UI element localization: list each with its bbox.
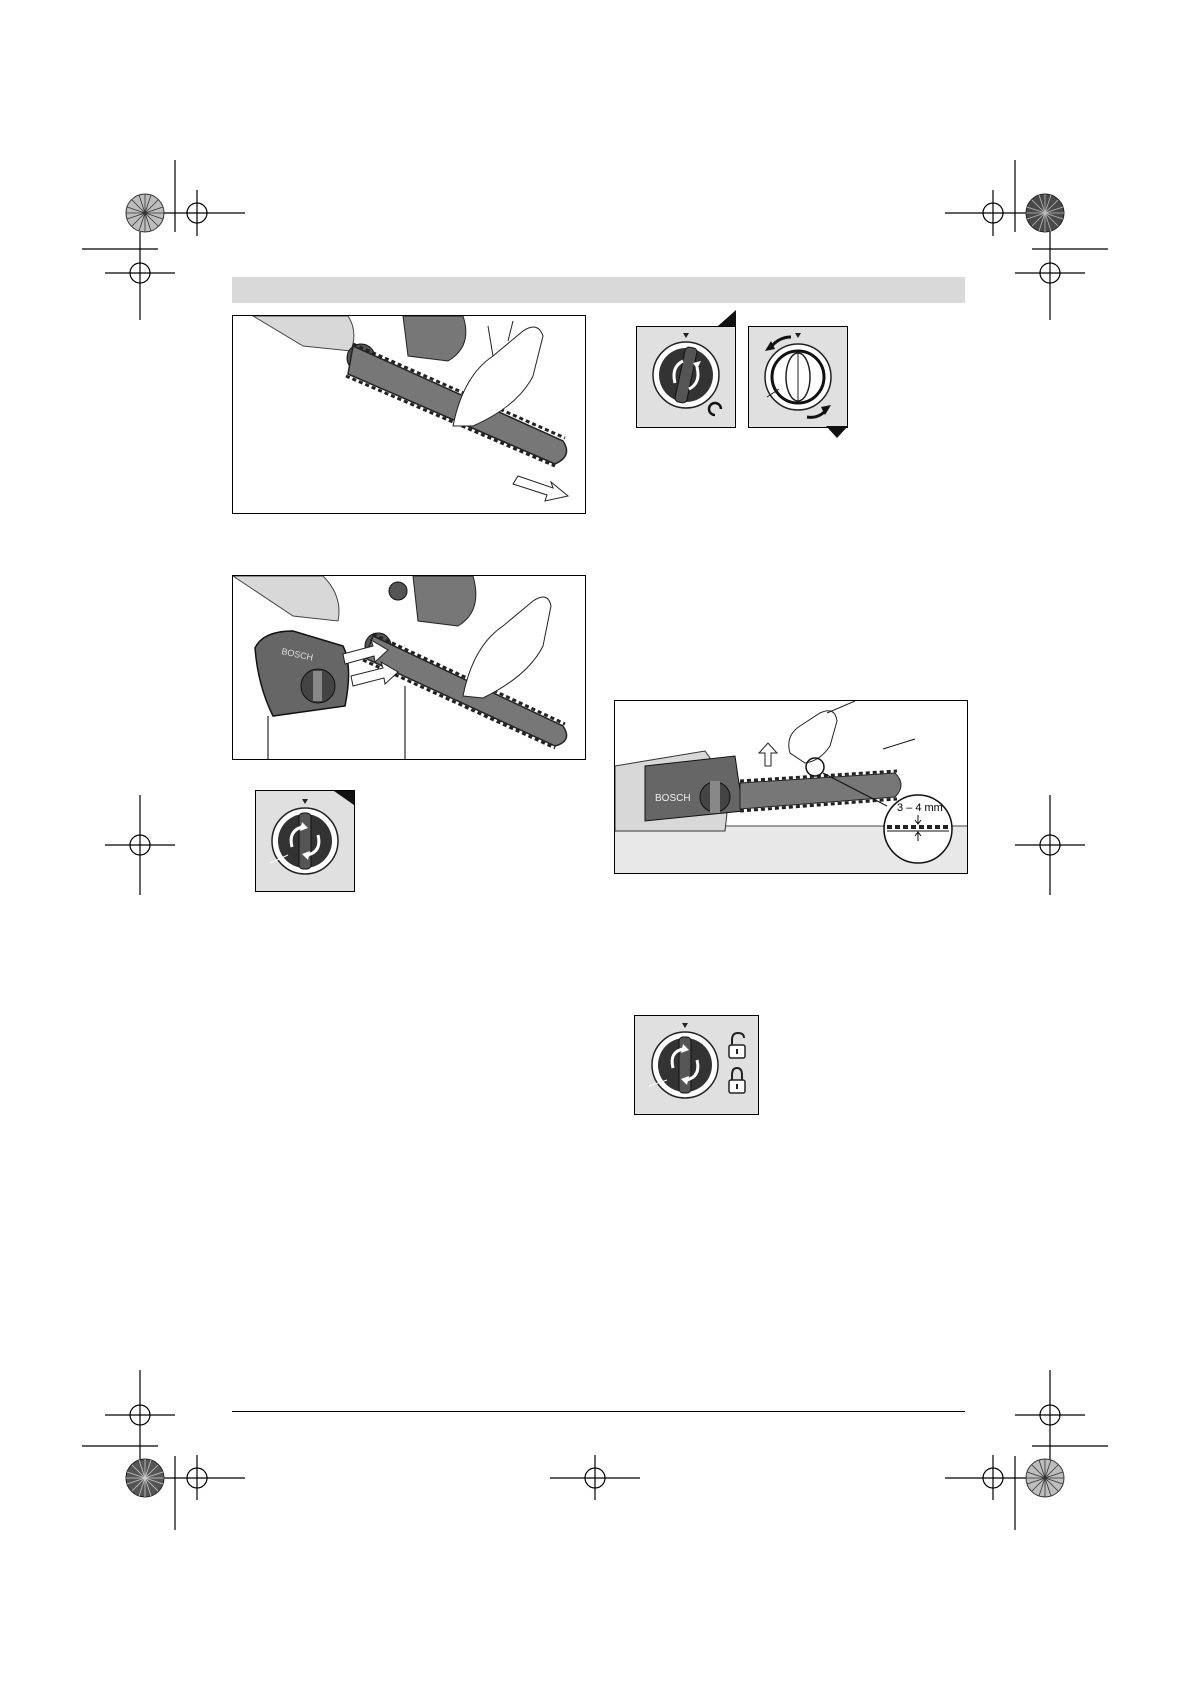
- figure-tension-check: [614, 700, 968, 874]
- figure-knob-small: [255, 790, 355, 892]
- saw-brand-label: BOSCH: [655, 793, 691, 804]
- figure-lock-knob: [634, 1015, 759, 1115]
- knob-pair-top-marker: [714, 310, 736, 326]
- curved-arrow-icon: [709, 403, 721, 415]
- figure-knob-pair-right: [748, 326, 848, 428]
- cover-brand-label: BOSCH: [280, 646, 314, 663]
- triangle-marker-icon: [334, 791, 354, 805]
- knob-pair-bottom-marker: [826, 426, 848, 440]
- figure-knob-pair-left: [636, 326, 736, 428]
- lock-icon: [729, 1068, 745, 1093]
- unlock-icon: [729, 1033, 745, 1058]
- figure-attach-cover: [232, 575, 586, 760]
- figure-insert-chain: [232, 315, 586, 514]
- header-bar: [232, 277, 965, 303]
- tension-measurement: 3 – 4 mm: [897, 802, 943, 814]
- footer-rule: [232, 1411, 965, 1412]
